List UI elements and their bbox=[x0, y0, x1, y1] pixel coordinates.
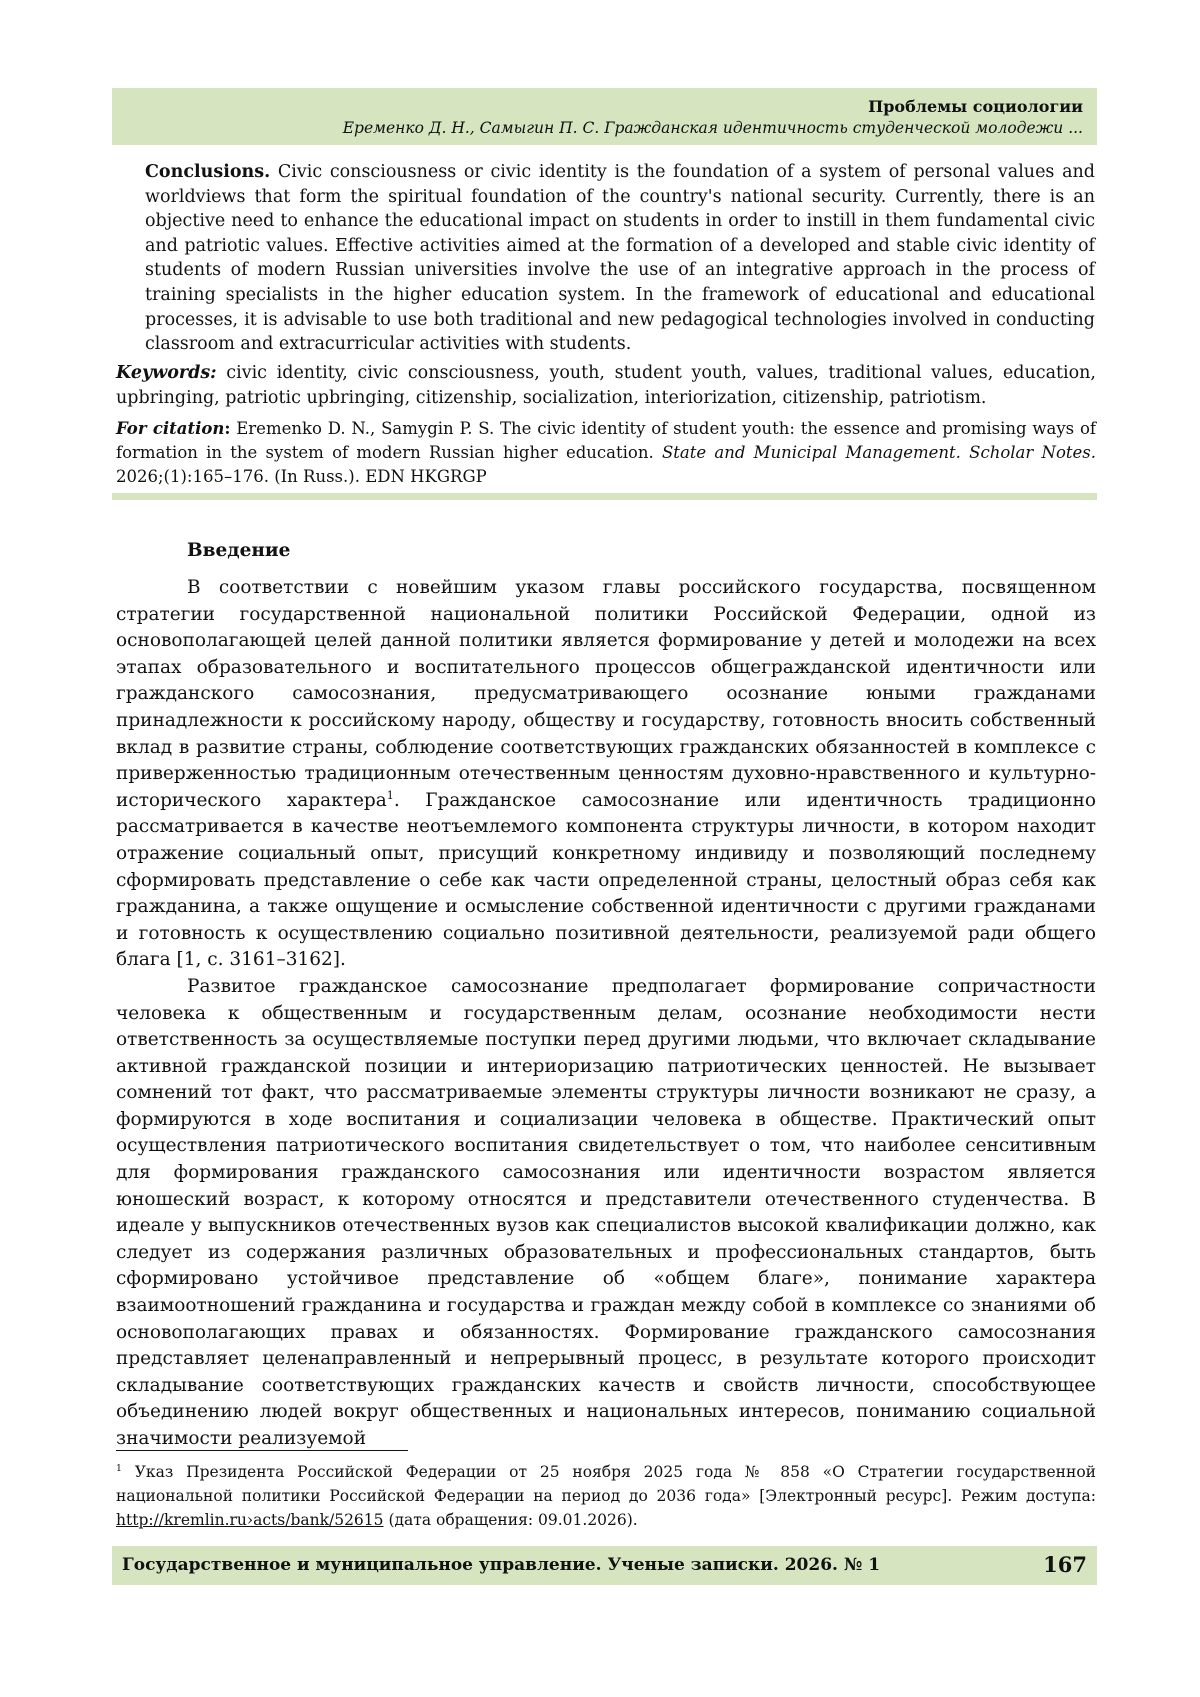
keywords-label: Keywords: bbox=[116, 363, 217, 383]
body-text bbox=[116, 575, 1096, 1453]
citation-tail: 2026;(1):165–176. (In Russ.). EDN HKGRGP bbox=[116, 467, 487, 486]
citation-text: Eremenko D. N., Samygin P. S. The civic identity of student youth: the essence and promising ways of formation in the system of modern Russian higher education. bbox=[116, 419, 1096, 462]
paragraph-1 bbox=[116, 575, 1096, 974]
page-number: 167 bbox=[1043, 1552, 1087, 1577]
footnote-text: Указ Президента Российской Федерации от 25 ноября 2025 года № 858 «О Стратегии государственной национальной политики Российской Федерации на период до 2036 года» [Электронный ресурс]. Режим доступа: bbox=[116, 1463, 1096, 1505]
running-header bbox=[112, 88, 1097, 145]
intro-heading: Введение bbox=[187, 540, 291, 561]
conclusions-text: Civic consciousness or civic identity is the foundation of a system of personal values and worldviews that form the spiritual foundation of the country's national security. Currently, there is an objective need to enhance the educational impact on students in order to instill in them fundamental civic and patriotic values. Effective activities aimed at the formation of a developed and stable civic identity of students of modern Russian universities involve the use of an integrative approach in the process of training specialists in the higher education system. In the framework of educational and educational processes, it is advisable to use both traditional and new pedagogical technologies involved in conducting classroom and extracurricular activities with students. bbox=[145, 162, 1095, 355]
conclusions-label: Conclusions. bbox=[145, 162, 271, 182]
citation-label: For citation bbox=[116, 419, 225, 438]
citation-block bbox=[116, 417, 1096, 489]
keywords-text: civic identity, civic consciousness, youth, student youth, values, traditional values, education, upbringing, patriotic upbringing, citizenship, socialization, interiorization, citizenship, patriotism. bbox=[116, 363, 1096, 408]
paragraph-2: Развитое гражданское самосознание предполагает формирование сопричастности человека к общественным и государственным делам, осознание необходимости нести ответственность за осуществляемые поступки перед другими людьми, что включает складывание активной гражданской позиции и интериоризацию патриотических ценностей. Не вызывает сомнений тот факт, что рассматриваемые элементы структуры личности возникают не сразу, а формируются в ходе воспитания и социализации человека в обществе. Практический опыт осуществления патриотического воспитания свидетельствует о том, что наиболее сенситивным для формирования гражданского самосознания или идентичности возрастом является юношеский возраст, к которому относятся и представители отечественного студенчества. В идеале у выпускников отечественных вузов как специалистов высокой квалификации должно, как следует из содержания различных образовательных и профессиональных стандартов, быть сформировано устойчивое представление об «общем благе», понимание характера взаимоотношений гражданина и государства и граждан между собой в комплексе со знаниями об основополагающих правах и обязанностях. Формирование гражданского самосознания представляет целенаправленный и непрерывный процесс, в результате которого происходит складывание соответствующих гражданских качеств и свойств личности, способствующее объединению людей вокруг общественных и национальных интересов, пониманию социальной значимости реализуемой bbox=[116, 975, 1096, 1449]
footnote-link[interactable]: http://kremlin.ru›acts/bank/52615 bbox=[116, 1511, 384, 1529]
citation-colon: : bbox=[224, 419, 231, 438]
citation-journal: State and Municipal Management. Scholar Notes. bbox=[661, 443, 1096, 462]
header-section-title: Проблемы социологии bbox=[868, 97, 1083, 116]
footnote bbox=[116, 1460, 1096, 1532]
paragraph-1-text: В соответствии с новейшим указом главы российского государства, посвященном стратегии государственной национальной политики Российской Федерации, одной из основополагающей целей данной политики является формирование у детей и молодежи на всех этапах образовательного и воспитательного процессов общегражданской идентичности или гражданского самосознания, предусматривающего осознание юными гражданами принадлежности к российскому народу, обществу и государству, готовность вносить собственный вклад в развитие страны, соблюдение соответствующих гражданских обязанностей в комплексе с приверженностью традиционным отечественным ценностям духовно-нравственного и культурно-исторического характера bbox=[116, 577, 1096, 811]
paragraph-1-text-cont: . Гражданское самосознание или идентичность традиционно рассматривается в качестве неотъемлемого компонента структуры личности, в котором находит отражение социальный опыт, присущий конкретному индивиду и позволяющий последнему сформировать представление о себе как части определенной страны, целостный образ себя как гражданина, а также ощущение и осмысление собственной идентичности с другими гражданами и готовность к осуществлению социально позитивной деятельности, реализуемой ради общего блага [1, с. 3161–3162]. bbox=[116, 789, 1096, 971]
footnote-ref[interactable]: 1 bbox=[386, 788, 394, 802]
section-divider bbox=[112, 493, 1097, 500]
page-footer bbox=[112, 1546, 1097, 1585]
keywords-block bbox=[116, 361, 1096, 410]
footnote-tail: (дата обращения: 09.01.2026). bbox=[383, 1511, 638, 1529]
footnote-rule bbox=[116, 1450, 408, 1451]
abstract-conclusions bbox=[145, 160, 1095, 357]
footer-journal-title: Государственное и муниципальное управление. Ученые записки. 2026. № 1 bbox=[122, 1555, 881, 1575]
footnote-number: 1 bbox=[116, 1462, 122, 1474]
header-running-title: Еременко Д. Н., Самыгин П. С. Гражданская идентичность студенческой молодежи ... bbox=[342, 119, 1083, 137]
